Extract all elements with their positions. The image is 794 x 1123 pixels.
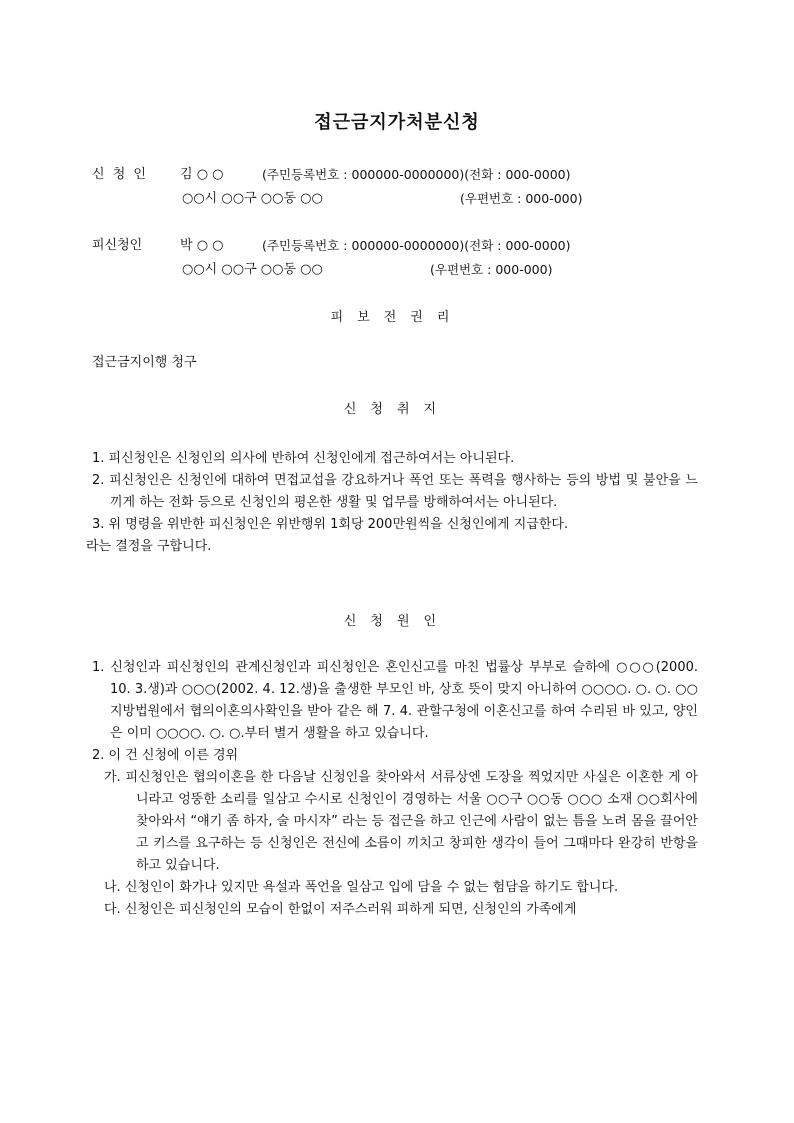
purpose-item: 2. 피신청인은 신청인에 대하여 면접교섭을 강요하거나 폭언 또는 폭력을 행사하는 등의 방법 및 불안을 느끼게 하는 전화 등으로 신청인의 평온한 생활 및 업무를 방해하여서는 아니된다. <box>92 473 698 510</box>
section-heading-preserved-right: 피보전권리 <box>330 310 464 325</box>
respondent-address: ○○시 ○○구 ○○동 ○○ <box>182 262 323 277</box>
section-heading-cause: 신청원인 <box>343 614 451 629</box>
applicant-label: 신 청 인 <box>92 167 148 182</box>
section-heading-purpose: 신청취지 <box>343 402 451 417</box>
purpose-item: 1. 피신청인은 신청인의 의사에 반하여 신청인에게 접근하여서는 아니된다. <box>92 451 515 466</box>
respondent-label: 피신청인 <box>92 238 143 253</box>
cause-item: 1. 신청인과 피신청인의 관계신청인과 피신청인은 혼인신고를 마친 법률상 부부로 슬하에 ○○○(2000. 10. 3.생)과 ○○○(2002. 4. 12.생)을 출생한 부모인 바, 상호 뜻이 맞지 아니하여 ○○○○. ○. ○. ○○지방법원에서 협의이혼의사확인을 받아 같은 해 7. 4. 관할구청에 이혼신고를 하여 수리된 바 있고, 양인은 이미 ○○○○. ○. ○.부터 별거 생활을 하고 있습니다. <box>92 660 698 741</box>
cause-sub-item: 나. 신청인이 화가나 있지만 욕설과 폭언을 일삼고 입에 담을 수 없는 험담을 하기도 합니다. <box>104 880 619 895</box>
applicant-address: ○○시 ○○구 ○○동 ○○ <box>182 191 323 206</box>
purpose-conclusion: 라는 결정을 구합니다. <box>86 539 212 554</box>
cause-sub-list <box>92 767 698 921</box>
document-title: 접근금지가처분신청 <box>314 112 480 133</box>
applicant-postal: (우편번호 : 000-000) <box>460 191 583 206</box>
respondent-name: 박 ○ ○ <box>180 238 224 253</box>
respondent-id-phone: (주민등록번호 : 000000-0000000)(전화 : 000-0000) <box>262 238 571 253</box>
preserved-right-text: 접근금지이행 청구 <box>92 355 197 370</box>
purpose-item: 3. 위 명령을 위반한 피신청인은 위반행위 1회당 200만원씩을 신청인에게 지급한다. <box>92 517 569 532</box>
cause-list <box>92 657 698 921</box>
respondent-postal: (우편번호 : 000-000) <box>430 262 553 277</box>
applicant-id-phone: (주민등록번호 : 000000-0000000)(전화 : 000-0000) <box>262 167 571 182</box>
cause-sub-item: 다. 신청인은 피신청인의 모습이 한없이 저주스러워 피하게 되면, 신청인의 가족에게 <box>104 902 577 917</box>
cause-sub-item: 가. 피신청인은 협의이혼을 한 다음날 신청인을 찾아와서 서류상엔 도장을 찍었지만 사실은 이혼한 게 아니라고 엉뚱한 소리를 일삼고 수시로 신청인이 경영하는 서울 ○○구 ○○동 ○○○ 소재 ○○회사에 찾아와서 “얘기 좀 하자, 술 마시자” 라는 등 접근을 하고 인근에 사람이 없는 틈을 노려 몸을 끌어안고 키스를 요구하는 등 신청인은 전신에 소름이 끼치고 창피한 생각이 들어 그때마다 완강히 반항을 하고 있습니다. <box>104 770 698 873</box>
applicant-name: 김 ○ ○ <box>180 167 224 182</box>
purpose-list <box>86 448 698 558</box>
cause-item: 2. 이 건 신청에 이른 경위 <box>92 748 239 763</box>
